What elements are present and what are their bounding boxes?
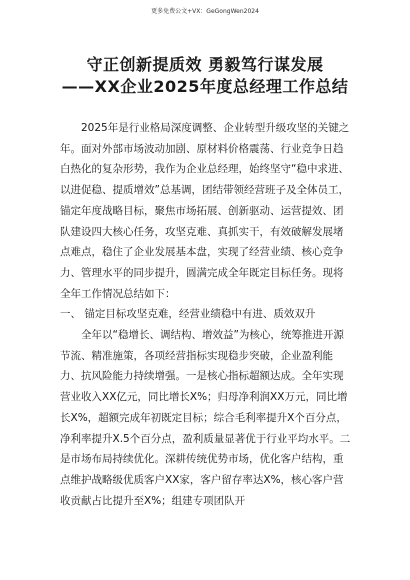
section-paragraph: 全年以“稳增长、调结构、增效益”为核心，统筹推进开源节流、精准施策，各项经营指标实现稳步突破，企业盈利能力、抗风险能力持续增强。一是核心指标超额达成。全年实现营业收入XX亿元，同比增长X%；归母净利润XX万元，同比增长X%，超额完成年初既定目标；综合毛利率提升X个百分点，净利率提升X.5个百分点，盈利质量显著优于行业平均水平。二是市场布局持续优化。深耕传统优势市场，优化客户结构，重点维护战略级优质客户XX家，客户留存率达X%，核心客户营收贡献占比提升至X%；组建专项团队开 [60, 329, 351, 507]
document-title: 守正创新提质效 勇毅笃行谋发展 [86, 55, 324, 74]
header-note: 更多免费公文+VX：GeGongWen2024 [151, 8, 259, 15]
section-heading: 一、 锚定目标攻坚克难，经营业绩稳中有进、质效双升 [60, 308, 316, 321]
document-body [60, 118, 352, 511]
document-subtitle: ——XX企业2025年度总经理工作总结 [61, 77, 349, 96]
intro-paragraph: 2025年是行业格局深度调整、企业转型升级攻坚的关键之年。面对外部市场波动加剧、原材料价格震荡、行业竞争日趋白热化的复杂形势，我作为企业总经理，始终坚守“稳中求进、以进促稳、提质增效”总基调，团结带领经营班子及全体员工，锚定年度战略目标，聚焦市场拓展、创新驱动、运营提效、团队建设四大核心任务，攻坚克难、真抓实干，有效破解发展堵点难点，稳住了企业发展基本盘，实现了经营业绩、核心竞争力、管理水平的同步提升，圆满完成全年既定目标任务。现将全年工作情况总结如下： [60, 122, 350, 300]
